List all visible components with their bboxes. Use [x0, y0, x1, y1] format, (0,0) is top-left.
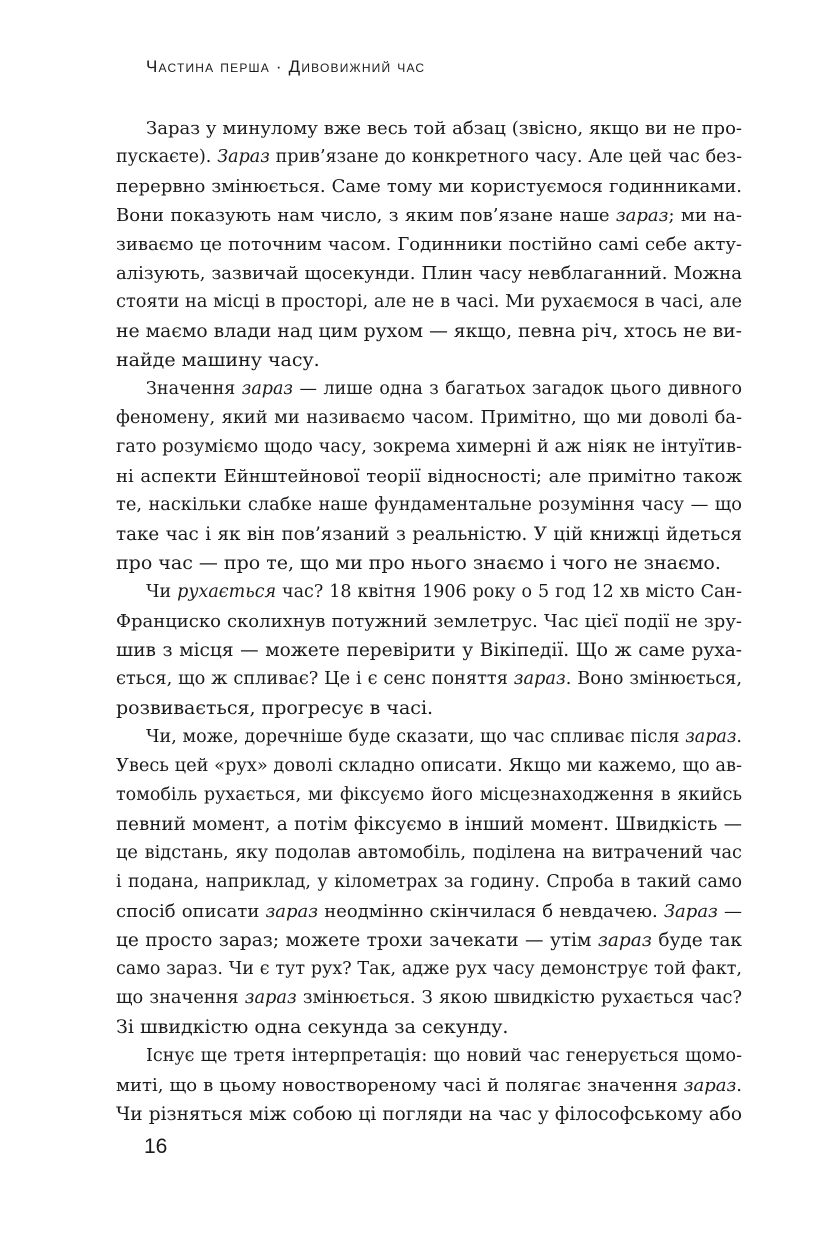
italic-term: зараз	[683, 1075, 737, 1096]
text-line	[116, 433, 742, 462]
text-segment: томобіль рухається, ми фіксуємо його місцезнаходження в якийсь	[116, 785, 742, 805]
text-line	[116, 462, 742, 491]
text-segment: ні аспекти Ейнштейнової теорії відносності; але примітно також	[116, 466, 742, 487]
text-segment: гато розуміємо щодо часу, зокрема химерні й аж ніяк не інтуїтив-	[116, 437, 742, 457]
italic-term: зараз	[265, 901, 319, 922]
text-line	[116, 781, 742, 810]
italic-term: зараз	[685, 727, 737, 747]
text-segment: стояти на місці в просторі, але не в часі. Ми рухаємося в часі, але	[116, 292, 742, 312]
text-line	[116, 230, 742, 259]
text-segment: неодмінно скінчилася б невдачею.	[318, 901, 664, 922]
text-segment: Чи різняться між собою ці погляди на час у філософському або	[116, 1104, 742, 1125]
text-line	[116, 143, 742, 172]
text-segment: розвивається, прогресує в часі.	[116, 697, 434, 719]
text-segment: ється, що ж спливає? Це і є сенс поняття	[116, 669, 514, 689]
text-line	[116, 520, 742, 549]
text-segment: само зараз. Чи є тут рух? Так, адже рух часу демонструє той факт,	[116, 959, 742, 979]
text-segment: спосіб описати	[116, 901, 266, 922]
text-line	[116, 201, 742, 230]
italic-term: зараз	[615, 205, 669, 226]
text-segment: феномену, який ми називаємо часом. Примітно, що ми доволі ба-	[116, 408, 742, 428]
text-segment: те, наскільки слабке наше фундаментальне розуміння часу — що	[116, 495, 742, 515]
text-segment: пускаєте).	[116, 147, 218, 167]
text-segment: — лише одна з багатьох загадок цього дивного	[292, 379, 743, 399]
text-line	[116, 491, 742, 520]
text-segment: про час — про те, що ми про нього знаємо і чого не знаємо.	[116, 552, 721, 574]
text-segment: Чи	[146, 582, 178, 602]
text-segment: Зі швидкістю одна секунда за секунду.	[116, 1016, 509, 1038]
text-segment: шив з місця — можете перевірити у Вікіпедії. Що ж саме руха-	[116, 640, 742, 661]
text-line	[116, 1071, 742, 1100]
text-line	[116, 752, 742, 781]
text-line	[116, 897, 742, 926]
text-line	[116, 984, 742, 1013]
text-line	[116, 1013, 742, 1042]
italic-term: зараз	[244, 988, 297, 1008]
text-segment: —	[717, 901, 743, 922]
text-segment: прив’язане до конкретного часу. Але цей час без-	[269, 147, 742, 167]
text-line	[116, 346, 742, 375]
text-line	[116, 114, 742, 143]
text-line	[116, 665, 742, 694]
text-segment: буде так	[651, 930, 742, 951]
text-line	[116, 839, 742, 868]
text-line	[116, 926, 742, 955]
text-segment: ; ми на-	[668, 205, 742, 226]
text-line	[116, 549, 742, 578]
text-segment: це відстань, яку подолав автомобіль, поділена на витрачений час	[116, 843, 742, 863]
text-segment: що значення	[116, 988, 245, 1008]
text-segment: Чи, може, доречніше буде сказати, що час спливає після	[146, 727, 686, 747]
text-line	[116, 636, 742, 665]
text-segment: Увесь цей «рух» доволі складно описати. Якщо ми кажемо, що ав-	[116, 756, 742, 776]
text-line	[116, 868, 742, 897]
text-segment: і подана, наприклад, у кілометрах за годину. Спроба в такий само	[116, 872, 742, 892]
text-segment: Значення	[146, 379, 242, 399]
italic-term: зараз	[513, 669, 566, 689]
text-segment: миті, що в цьому новоствореному часі й полягає значення	[116, 1075, 684, 1096]
text-segment: Вони показують нам число, з яким пов’язане наше	[116, 205, 616, 226]
text-line	[116, 1042, 742, 1071]
text-line	[116, 288, 742, 317]
text-line	[116, 578, 742, 607]
text-segment: це просто зараз; можете трохи зачекати — утім	[116, 930, 598, 951]
text-segment: перервно змінюється. Саме тому ми користуємося годинниками.	[116, 176, 742, 197]
text-segment: певний момент, а потім фіксуємо в інший момент. Швидкість —	[116, 814, 742, 835]
text-line	[116, 375, 742, 404]
text-line	[116, 955, 742, 984]
italic-term: рухається	[177, 582, 277, 602]
text-line	[116, 317, 742, 346]
running-head: Частина перша · Дивовижний час	[146, 57, 426, 76]
text-line	[116, 694, 742, 723]
text-segment: зиваємо це поточним часом. Годинники постійно самі себе акту-	[116, 234, 742, 255]
text-segment: найде машину часу.	[116, 349, 320, 371]
text-segment: таке час і як він пов’язаний з реальністю. У цій книжці йдеться	[116, 524, 742, 545]
text-segment: . Воно змінюється,	[565, 669, 742, 689]
text-segment: не маємо влади над цим рухом — якщо, певна річ, хтось не ви-	[116, 321, 742, 342]
italic-term: Зараз	[217, 147, 270, 167]
text-segment: змінюється. З якою швидкістю рухається час?	[296, 988, 742, 1008]
text-segment: час? 18 квітня 1906 року о 5 год 12 хв місто Сан-	[276, 582, 742, 602]
text-line	[116, 607, 742, 636]
text-line	[116, 404, 742, 433]
text-segment: Існує ще третя інтерпретація: що новий час генерується щомо-	[146, 1046, 742, 1066]
text-segment: .	[736, 1075, 742, 1096]
text-line	[116, 172, 742, 201]
body-text	[116, 114, 742, 1129]
text-segment: .	[736, 727, 742, 747]
text-line	[116, 723, 742, 752]
page-number: 16	[144, 1135, 168, 1158]
text-segment: алізують, зазвичай щосекунди. Плин часу невблаганний. Можна	[116, 263, 742, 284]
italic-term: зараз	[241, 379, 293, 399]
text-segment: Зараз у минулому вже весь той абзац (звісно, якщо ви не про-	[146, 118, 742, 139]
text-line	[116, 259, 742, 288]
text-segment: Франциско сколихнув потужний землетрус. Час цієї події не зру-	[116, 611, 742, 632]
text-line	[116, 1100, 742, 1129]
italic-term: Зараз	[663, 901, 718, 922]
text-line	[116, 810, 742, 839]
italic-term: зараз	[597, 930, 652, 951]
